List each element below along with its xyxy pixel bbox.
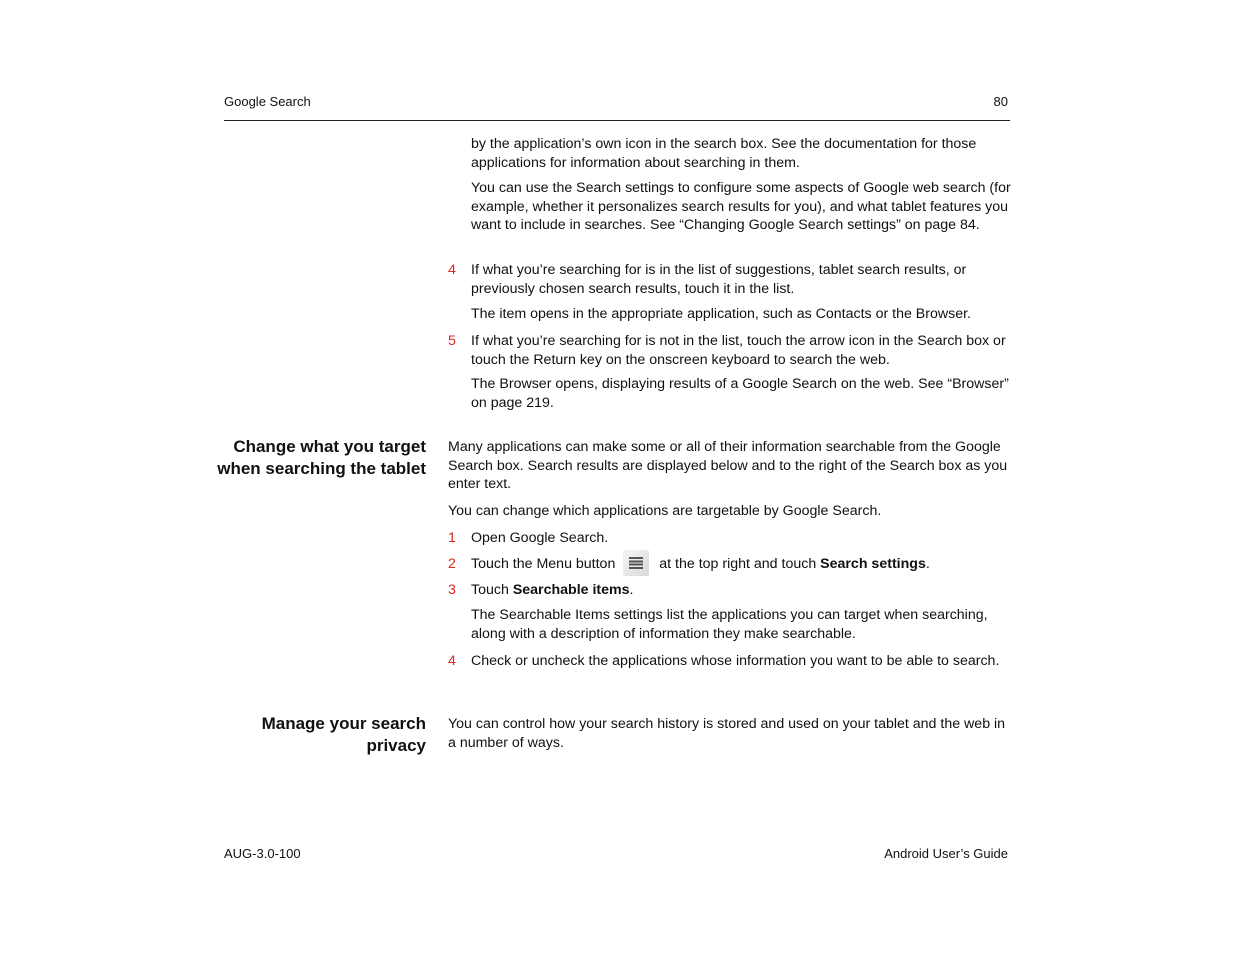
step-text-part: Touch the Menu button: [471, 556, 616, 572]
ui-term: Search settings: [820, 556, 926, 572]
step-text-part: at the top right and touch: [659, 556, 817, 572]
section-intro: You can change which applications are targetable by Google Search.: [448, 503, 882, 519]
ui-term: Searchable items: [512, 582, 630, 598]
section-heading: Change what you target when searching the tablet: [217, 437, 426, 478]
section-heading: Manage your search privacy: [261, 714, 426, 755]
menu-icon-lines: [629, 557, 643, 569]
step-number: 4: [448, 653, 456, 669]
step-note: The Browser opens, displaying results of a Google Search on the web. See “Browser” on page 219.: [471, 376, 1009, 411]
step-note: The item opens in the appropriate application, such as Contacts or the Browser.: [471, 306, 971, 322]
step-text: [471, 555, 1016, 574]
step-text: If what you’re searching for is not in the list, touch the arrow icon in the Search box or touch the Return key on the onscreen keyboard to search the web.: [471, 333, 1006, 368]
page-header: [224, 94, 1010, 121]
step-text: Check or uncheck the applications whose information you want to be able to search.: [471, 653, 1000, 669]
punctuation: .: [629, 582, 634, 598]
step-number: 5: [448, 333, 456, 349]
menu-icon: [623, 550, 649, 576]
footer-doc-title: Android User’s Guide: [884, 846, 1008, 861]
header-section-title: Google Search: [224, 94, 311, 109]
header-page-number: 80: [993, 94, 1008, 109]
step-number: 3: [448, 582, 456, 598]
step-number: 1: [448, 530, 456, 546]
step-number: 2: [448, 556, 456, 572]
footer-doc-id: AUG-3.0-100: [224, 846, 301, 861]
step-note: The Searchable Items settings list the applications you can target when searching, along with a description of information they make searchable.: [471, 607, 988, 642]
step-text: If what you’re searching for is in the list of suggestions, tablet search results, or previously chosen search results, touch it in the list.: [471, 262, 967, 297]
section-intro: You can control how your search history is stored and used on your tablet and the web in a number of ways.: [448, 716, 1006, 751]
punctuation: .: [925, 556, 930, 572]
step-text: [471, 581, 1016, 600]
step-text: Open Google Search.: [471, 530, 609, 546]
paragraph: You can use the Search settings to configure some aspects of Google web search (for example, whether it personalizes search results for you), and what tablet features you want to include in searches. See “Changing Google Search settings” on page 84.: [471, 180, 1011, 234]
step-number: 4: [448, 262, 456, 278]
step-text-part: Touch: [471, 582, 509, 598]
section-intro: Many applications can make some or all of their information searchable from the Google Search box. Search results are displayed below and to the right of the Search box as you enter text.: [448, 439, 1008, 493]
paragraph: by the application’s own icon in the search box. See the documentation for those applications for information about searching in them.: [471, 136, 977, 171]
